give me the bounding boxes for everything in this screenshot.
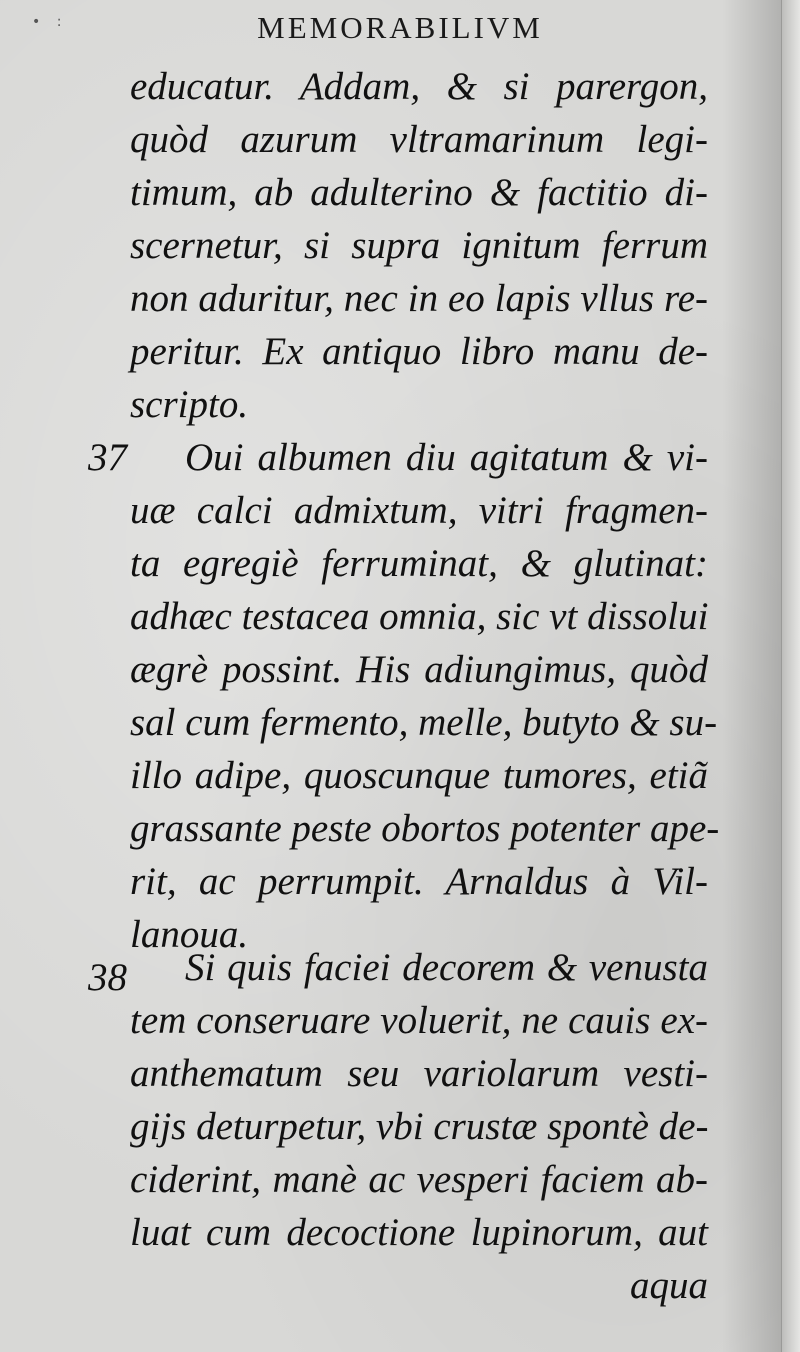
page-edge bbox=[781, 0, 800, 1352]
paragraph-number: 38 bbox=[88, 956, 127, 999]
text-line: Si quis faciei decorem & venusta bbox=[185, 946, 708, 989]
text-line: ægrè possint. His adiungimus, quòd bbox=[130, 648, 708, 691]
text-line: scernetur, si supra ignitum ferrum bbox=[130, 224, 708, 267]
running-title: MEMORABILIVM bbox=[257, 10, 543, 45]
paragraph-number: 37 bbox=[88, 436, 127, 479]
text-line: peritur. Ex antiquo libro manu de- bbox=[130, 330, 708, 373]
text-line: anthematum seu variolarum vesti- bbox=[130, 1052, 708, 1095]
text-line: grassante peste obortos potenter ape- bbox=[130, 807, 720, 850]
text-line: illo adipe, quoscunque tumores, etiã bbox=[130, 754, 708, 797]
text-line: lanoua. bbox=[130, 913, 249, 956]
printer-marks: • : bbox=[32, 14, 68, 30]
text-line: educatur. Addam, & si parergon, bbox=[130, 65, 708, 108]
text-line: tem conseruare voluerit, ne cauis ex- bbox=[130, 999, 708, 1042]
text-line: quòd azurum vltramarinum legi- bbox=[130, 118, 708, 161]
text-line: gijs deturpetur, vbi crustæ spontè de- bbox=[130, 1105, 709, 1148]
text-line: Oui albumen diu agitatum & vi- bbox=[185, 436, 708, 479]
text-line: uæ calci admixtum, vitri fragmen- bbox=[130, 489, 708, 532]
text-line: ciderint, manè ac vesperi faciem ab- bbox=[130, 1158, 708, 1201]
text-line: sal cum fermento, melle, butyto & su- bbox=[130, 701, 718, 744]
text-line: rit, ac perrumpit. Arnaldus à Vil- bbox=[130, 860, 708, 903]
page-gutter-shadow bbox=[722, 0, 782, 1352]
text-line: non aduritur, nec in eo lapis vllus re- bbox=[130, 277, 708, 320]
text-line: scripto. bbox=[130, 383, 249, 426]
text-line: timum, ab adulterino & factitio di- bbox=[130, 171, 708, 214]
text-line: adhæc testacea omnia, sic vt dissolui bbox=[130, 595, 709, 638]
text-line: luat cum decoctione lupinorum, aut bbox=[130, 1211, 708, 1254]
text-line: ta egregiè ferruminat, & glutinat: bbox=[130, 542, 708, 585]
catchword: aqua bbox=[630, 1264, 708, 1307]
